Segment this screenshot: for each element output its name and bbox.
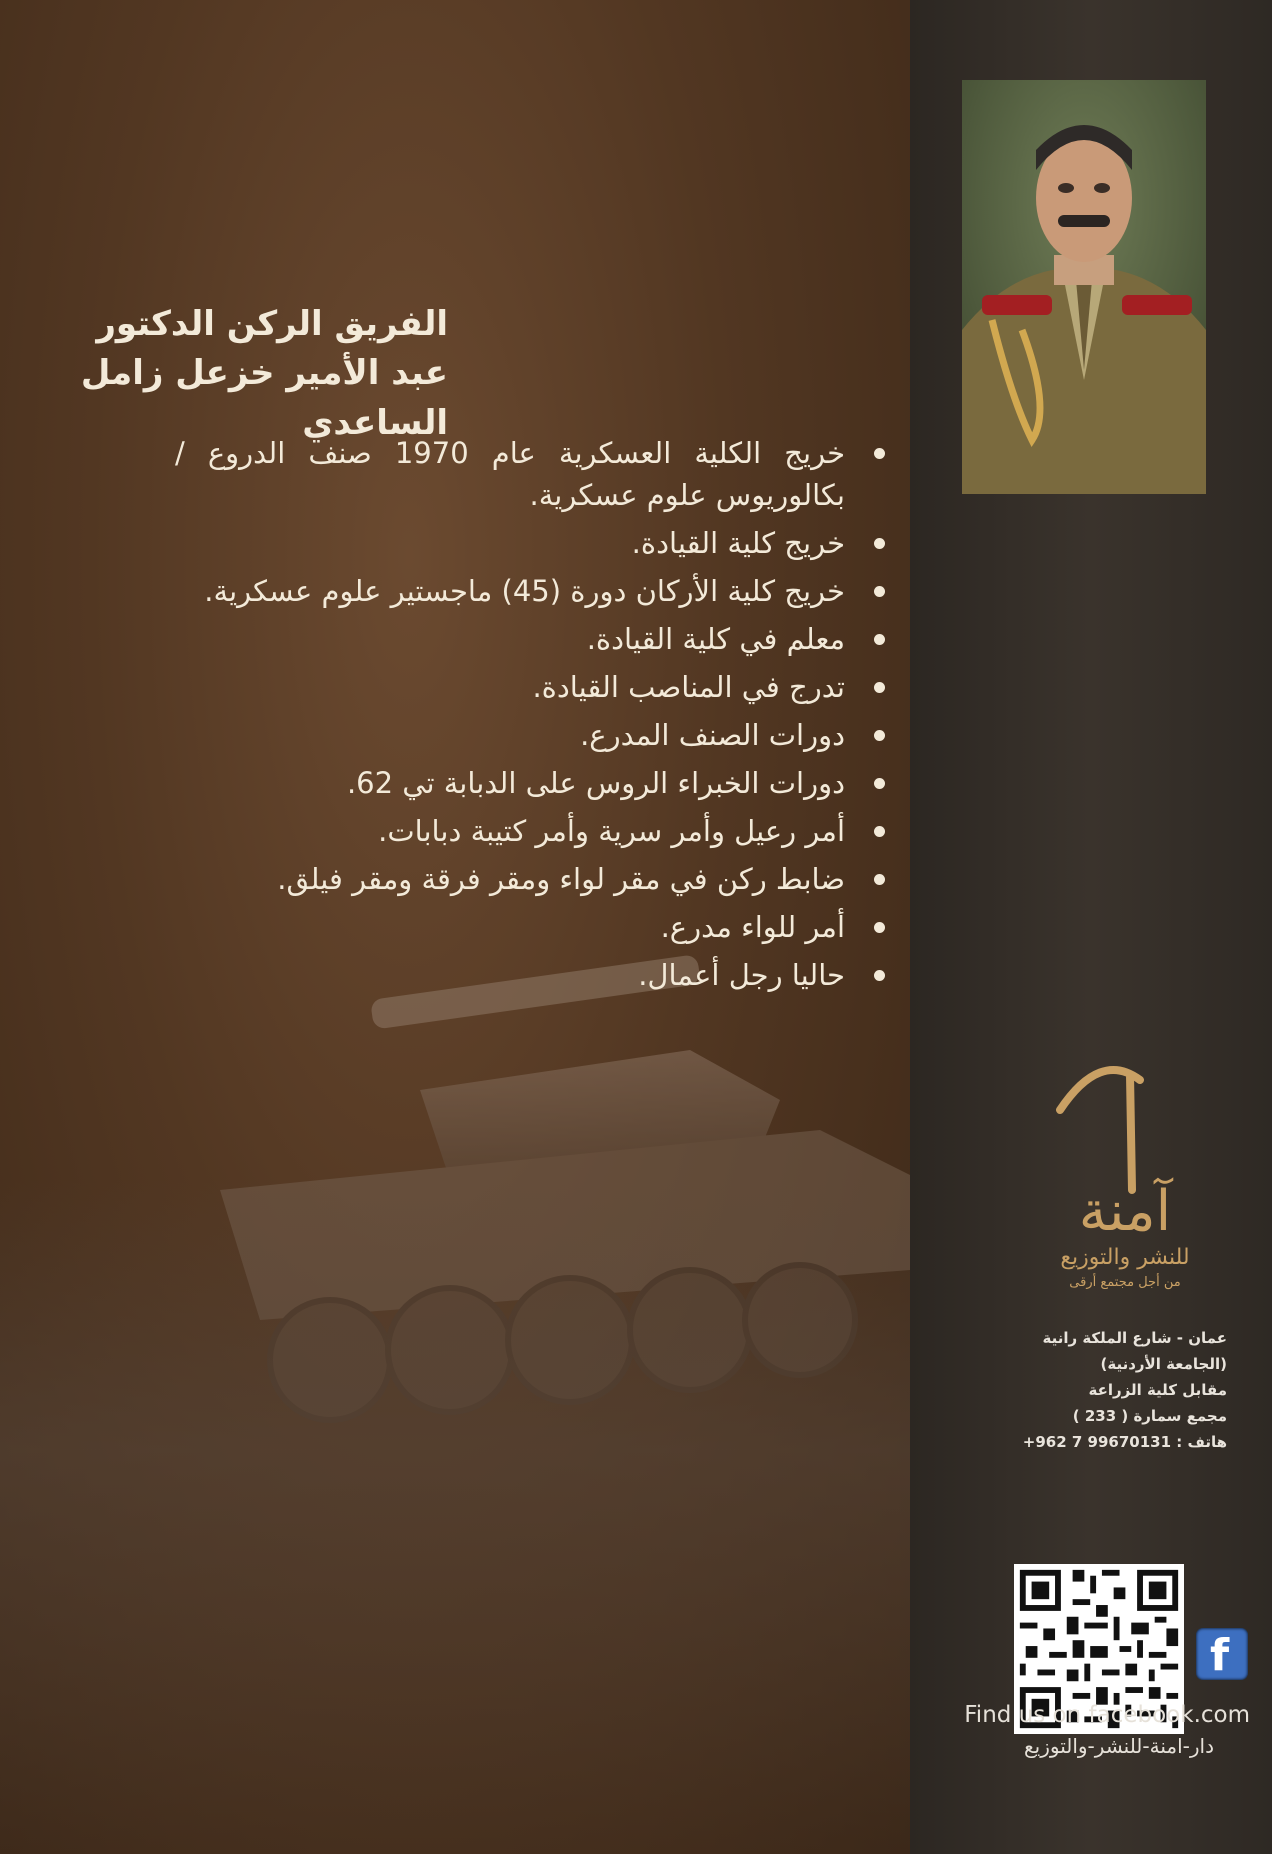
publisher-address [967, 1325, 1227, 1455]
facebook-page-link[interactable]: دار-امنة-للنشر-والتوزيع [1024, 1734, 1214, 1758]
address-line: مقابل كلية الزراعة [1088, 1381, 1227, 1399]
logo-text: آمنة [1078, 1179, 1172, 1244]
logo-tagline: من أجل مجتمع أرقى [1069, 1275, 1181, 1290]
list-item: تدرج في المناصب القيادة. [175, 666, 845, 708]
author-rank: الفريق الركن الدكتور [96, 304, 448, 344]
list-item: ضابط ركن في مقر لواء ومقر فرقة ومقر فيلق. [175, 858, 845, 900]
author-name: عبد الأمير خزعل زامل الساعدي [80, 353, 448, 443]
list-item: أمر رعيل وأمر سرية وأمر كتيبة دبابات. [175, 810, 845, 852]
list-item: خريج كلية القيادة. [175, 522, 845, 564]
list-item: خريج الكلية العسكرية عام 1970 صنف الدروع / بكالوريوس علوم عسكرية. [175, 432, 845, 516]
phone-label: هاتف : [1176, 1433, 1227, 1451]
address-line: (الجامعة الأردنية) [1100, 1355, 1227, 1373]
address-line: مجمع سمارة ( 233 ) [1072, 1407, 1227, 1425]
logo-subtitle: للنشر والتوزيع [1060, 1245, 1190, 1270]
publisher-logo [1020, 1040, 1230, 1290]
phone-number: +962 7 99670131 [1022, 1433, 1172, 1451]
list-item: حاليا رجل أعمال. [175, 954, 845, 996]
address-line: عمان - شارع الملكة رانية [1042, 1329, 1227, 1347]
list-item: دورات الخبراء الروس على الدبابة تي 62. [175, 762, 845, 804]
author-portrait [962, 80, 1206, 494]
list-item: دورات الصنف المدرع. [175, 714, 845, 756]
facebook-icon[interactable] [1196, 1628, 1248, 1680]
find-us-text: Find us on facebook.com [964, 1702, 1250, 1728]
facebook-letter: f [1210, 1630, 1230, 1681]
phone-line [967, 1429, 1227, 1455]
portrait-illustration [962, 80, 1206, 494]
list-item: خريج كلية الأركان دورة (45) ماجستير علوم عسكرية. [175, 570, 845, 612]
author-title-block [0, 300, 448, 448]
list-item: أمر للواء مدرع. [175, 906, 845, 948]
smoke-haze [0, 1180, 910, 1854]
list-item: معلم في كلية القيادة. [175, 618, 845, 660]
bio-list [175, 432, 897, 1002]
